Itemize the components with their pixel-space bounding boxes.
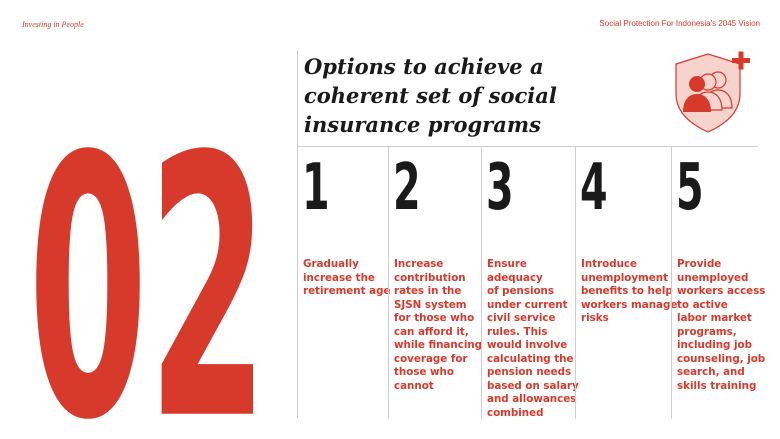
section-number [28, 40, 280, 430]
option-number: 2 [393, 151, 421, 225]
option-text: Introduce unemployment benefits to help workers manage risks [581, 258, 678, 324]
header-right-label: Social Protection For Indonesia's 2045 Vision [599, 19, 760, 28]
option-number: 1 [302, 151, 330, 225]
option-number: 3 [486, 151, 514, 225]
title-line: Options to achieve a [304, 54, 544, 79]
option-number: 4 [580, 151, 608, 225]
option-text: Increase contribution rates in the SJSN system for those who can afford it, while financing coverage for those who cannot [394, 258, 483, 392]
header-left-label: Investing in People [22, 20, 84, 29]
option-column-5 [671, 147, 766, 419]
option-column-3 [481, 147, 579, 419]
option-column-2 [388, 147, 481, 419]
option-column-1 [298, 147, 391, 419]
page-title [304, 52, 634, 139]
shield-people-plus-icon [670, 50, 754, 134]
option-text: Provide unemployed workers access to active labor market programs, including job counseling, job search, and skills training [677, 258, 766, 392]
option-text: Ensure adequacy of pensions under current civil service rules. This would involve calculating the pension needs based on salary and allowances combined [487, 258, 579, 419]
option-column-4 [575, 147, 678, 419]
option-number: 5 [676, 151, 704, 225]
section-number-text: 02 [28, 80, 268, 430]
title-line: coherent set of social [304, 83, 557, 108]
option-text: Gradually increase the retirement age [303, 258, 391, 297]
title-line: insurance programs [304, 112, 541, 137]
